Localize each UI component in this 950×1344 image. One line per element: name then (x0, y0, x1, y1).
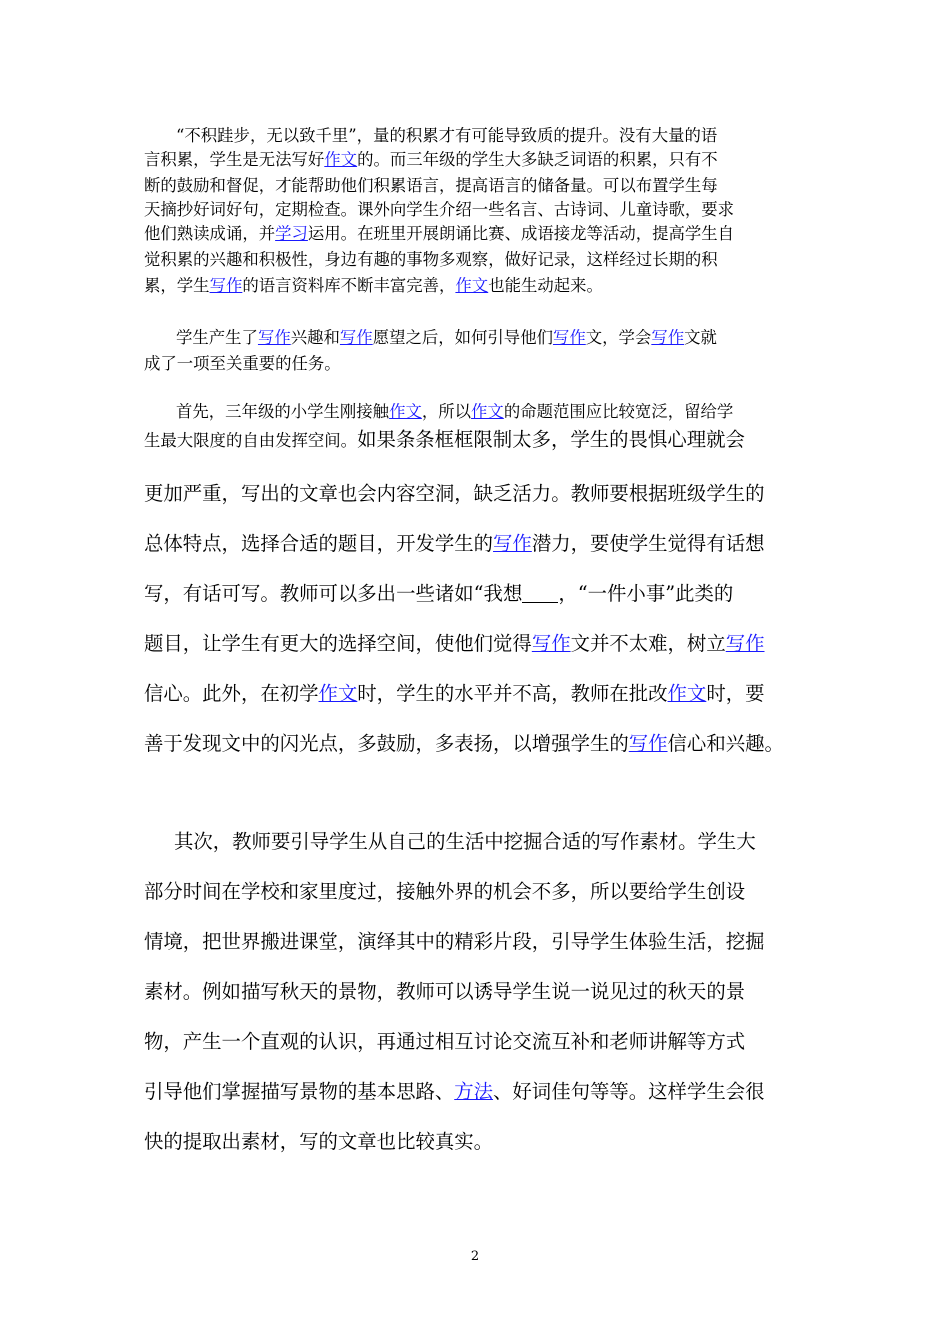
text-line (144, 678, 765, 706)
text-run: 觉积累的兴趣和积极性，身边有趣的事物多观察，做好记录，这样经过长期的积 (144, 250, 718, 269)
text-run: 学生产生了 (176, 328, 258, 347)
text-run: 引导他们掌握描写景物的基本思路、 (144, 1080, 455, 1103)
fill-in-blank (522, 583, 558, 603)
keyword-link[interactable]: 作文 (318, 682, 358, 705)
text-line (144, 628, 765, 656)
text-run: 总体特点，选择合适的题目，开发学生的 (144, 532, 494, 555)
keyword-link[interactable]: 作文 (389, 402, 422, 421)
text-run: 生最大限度的自由发挥空间。 (144, 431, 358, 450)
text-run: 的。而三年级的学生大多缺乏词语的积累，只有不 (357, 150, 718, 169)
keyword-link[interactable]: 写作 (209, 276, 243, 295)
text-run: 天摘抄好词好句，定期检查。课外向学生介绍一些名言、古诗词、儿童诗歌，要求 (144, 200, 735, 219)
keyword-link[interactable]: 作文 (455, 276, 489, 295)
keyword-link[interactable]: 写作 (725, 632, 765, 655)
text-run: 其次，教师要引导学生从自己的生活中挖掘合适的写作素材。学生大 (174, 830, 756, 853)
text-run: 快的提取出素材，写的文章也比较真实。 (144, 1130, 494, 1153)
text-run: 信心。此外，在初学 (144, 682, 319, 705)
text-line (144, 246, 718, 270)
text-run: 如果条条框框限制太多，学生的畏惧心理就会 (357, 428, 745, 451)
text-run: 运用。在班里开展朗诵比赛、成语接龙等活动，提高学生自 (307, 224, 735, 243)
keyword-link[interactable]: 作文 (324, 150, 358, 169)
page-number: 2 (470, 1249, 480, 1264)
text-run: 愿望之后，如何引导他们 (372, 328, 553, 347)
text-run: 善于发现文中的闪光点，多鼓励，多表扬，以增强学生的 (144, 732, 629, 755)
keyword-link[interactable]: 写作 (552, 328, 586, 347)
keyword-link[interactable]: 学习 (275, 224, 308, 243)
text-run: 情境，把世界搬进课堂，演绎其中的精彩片段，引导学生体验生活，挖掘 (144, 930, 765, 953)
text-line (144, 146, 718, 170)
keyword-link[interactable]: 作文 (471, 402, 504, 421)
keyword-link[interactable]: 方法 (454, 1080, 494, 1103)
text-run: ，“一件小事”此类的 (558, 582, 734, 605)
keyword-link[interactable]: 写作 (531, 632, 571, 655)
text-run: 言积累，学生是无法写好 (144, 150, 325, 169)
text-run: 、好词佳句等等。这样学生会很 (493, 1080, 765, 1103)
text-run: 累，学生 (144, 276, 210, 295)
text-run: 的命题范围应比较宽泛，留给学 (503, 402, 734, 421)
text-line (144, 350, 341, 374)
text-line (144, 424, 745, 452)
text-run: 信心和兴趣。 (667, 732, 784, 755)
text-line (144, 728, 784, 756)
text-line (176, 122, 717, 146)
text-line (144, 272, 603, 296)
keyword-link[interactable]: 写作 (257, 328, 291, 347)
text-line (144, 220, 734, 244)
text-run: 断的鼓励和督促，才能帮助他们积累语言，提高语言的储备量。可以布置学生每 (144, 176, 718, 195)
text-run: 文就 (684, 328, 717, 347)
text-line (144, 976, 745, 1004)
text-line (144, 876, 745, 904)
text-line (144, 478, 765, 506)
text-run: 物，产生一个直观的认识，再通过相互讨论交流互补和老师讲解等方式 (144, 1030, 746, 1053)
text-run: 文，学会 (585, 328, 652, 347)
text-run: 也能生动起来。 (488, 276, 603, 295)
text-line (144, 196, 734, 220)
text-line (144, 578, 733, 606)
text-run: 部分时间在学校和家里度过，接触外界的机会不多，所以要给学生创设 (144, 880, 746, 903)
text-line (144, 1026, 745, 1054)
text-run: 更加严重，写出的文章也会内容空洞，缺乏活力。教师要根据班级学生的 (144, 482, 765, 505)
text-run: 写，有话可写。教师可以多出一些诸如“我想 (144, 582, 523, 605)
text-run: 素材。例如描写秋天的景物，教师可以诱导学生说一说见过的秋天的景 (144, 980, 746, 1003)
text-line (144, 926, 765, 954)
text-run: 成了一项至关重要的任务。 (144, 354, 341, 373)
keyword-link[interactable]: 作文 (667, 682, 707, 705)
text-line (176, 398, 733, 422)
keyword-link[interactable]: 写作 (339, 328, 373, 347)
keyword-link[interactable]: 写作 (628, 732, 668, 755)
text-line (144, 528, 765, 556)
text-run: ，所以 (421, 402, 472, 421)
text-run: 时，学生的水平并不高，教师在批改 (357, 682, 668, 705)
text-run: “不积跬步，无以致千里”，量的积累才有可能导致质的提升。没有大量的语 (176, 126, 718, 145)
text-run: 文并不太难，树立 (570, 632, 726, 655)
keyword-link[interactable]: 写作 (493, 532, 532, 555)
text-run: 兴趣和 (290, 328, 340, 347)
text-line (144, 1076, 765, 1104)
text-line (144, 172, 718, 196)
text-run: 题目，让学生有更大的选择空间，使他们觉得 (144, 632, 532, 655)
keyword-link[interactable]: 写作 (651, 328, 685, 347)
text-run: 潜力，要使学生觉得有话想 (531, 532, 765, 555)
text-line (176, 324, 717, 348)
text-run: 首先，三年级的小学生刚接触 (176, 402, 390, 421)
text-run: 时，要 (706, 682, 765, 705)
text-run: 他们熟读成诵，并 (144, 224, 276, 243)
text-line (144, 1126, 493, 1154)
text-line (174, 826, 756, 854)
text-run: 的语言资料库不断丰富完善， (242, 276, 456, 295)
